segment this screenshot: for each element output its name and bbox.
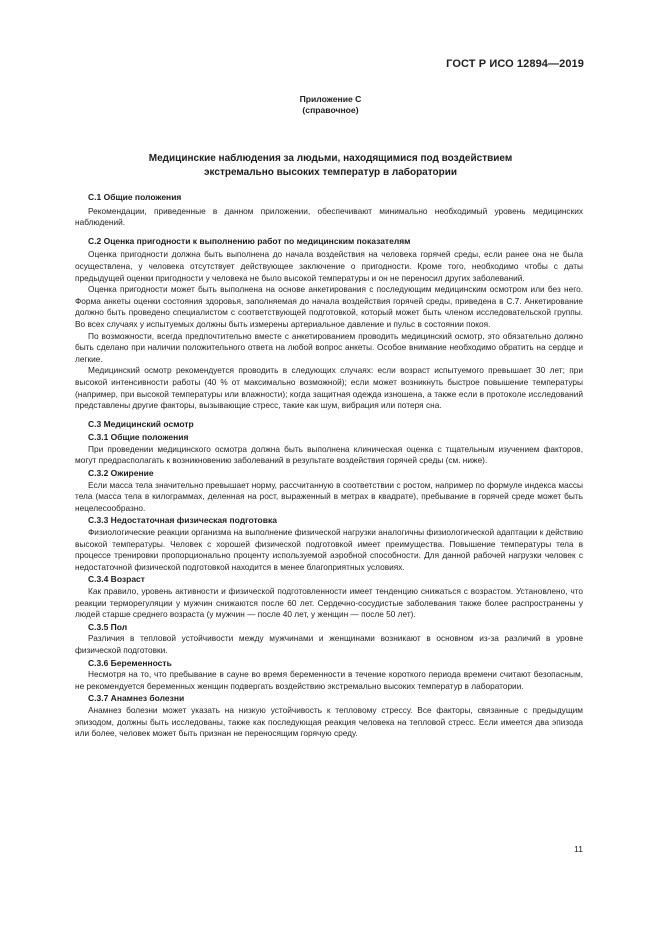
subsection-heading-c3-4: С.3.4 Возраст (88, 574, 145, 585)
paragraph: Несмотря на то, что пребывание в сауне во время беременности в течение короткого периода времени считают безопасным, не рекомендуется беременных женщин подвергать воздействию экстремально высоких температур в лаборатории. (75, 669, 583, 691)
page-number: 11 (574, 844, 583, 854)
document-body (75, 192, 583, 740)
paragraph: Медицинский осмотр рекомендуется проводить в следующих случаях: если возраст испытуемого превышает 30 лет; при высокой интенсивности работы (40 % от максимально возможной); если может возникнуть быстрое повышение температуры (например, при высокой температуры или влажности); когда защитная одежда изношена, а также если в протоколе исследований представлены другие факторы, вызывающие стресс, такие как шум, вибрация или потеря сна. (75, 365, 583, 411)
section-heading-c2: С.2 Оценка пригодности к выполнению работ по медицинским показателям (88, 235, 411, 246)
subsection-heading-c3-1: С.3.1 Общие положения (88, 432, 189, 443)
annex-main-title-line-2: экстремально высоких температур в лаборатории (203, 167, 458, 178)
subsection-heading-c3-5: С.3.5 Пол (88, 621, 128, 632)
paragraph: Анамнез болезни может указать на низкую устойчивость к тепловому стрессу. Все факторы, связанные с предыдущим эпизодом, должны быть исследованы, также как последующая реакция человека на тепловой стресс. Если имеется два эпизода или более, человек может быть признан не переносящим горячую среду. (75, 704, 583, 739)
subsection-heading-c3-7: С.3.7 Анамнез болезни (88, 693, 185, 704)
paragraph: Оценка пригодности должна быть выполнена до начала воздействия на человека горячей среды, если ранее она не была осуществлена, у человека отсутствует действующее заключение о пригодности. Кроме того, необходимо чтобы с даты предыдущей оценки пригодности у человека не было высокой температуры и он не переносил других заболеваний. (75, 249, 583, 283)
document-code: ГОСТ Р ИСО 12894—2019 (446, 58, 584, 70)
subsection-heading-c3-2: С.3.2 Ожирение (88, 468, 154, 479)
paragraph: Рекомендации, приведенные в данном приложении, обеспечивают минимально необходимый уровень медицинских наблюдений. (75, 205, 583, 228)
paragraph: Оценка пригодности может быть выполнена на основе анкетирования с последующим медицинским осмотром или без него. Форма анкеты оценки состояния здоровья, заполняемая до начала воздействия горячей среды, приведена в С.7. Анкетирование должно быть проведено специалистом с соответствующей подготовкой, который может быть членом исследовательской группы. Во всех случаях у испытуемых должны быть измерены артериальное давление и пульс в состоянии покоя. (75, 284, 583, 329)
annex-note: (справочное) (302, 105, 359, 115)
section-heading-c3: С.3 Медицинский осмотр (88, 418, 194, 429)
subsection-heading-c3-3: С.3.3 Недостаточная физическая подготовка (88, 515, 277, 526)
paragraph: Физиологические реакции организма на выполнение физической нагрузки аналогичны физиологической адаптации к действию высокой температуры. Человек с хорошей физической подготовкой имеет преимущества. Повышение температуры тела в процессе тренировки пропорционально проценту используемой аэробной способности. Для данной рабочей нагрузки человек с недостаточной физической подготовкой находится в менее благоприятных условиях. (75, 527, 583, 572)
paragraph: Как правило, уровень активности и физической подготовленности имеет тенденцию снижаться с возрастом. Установлено, что реакции терморегуляции у мужчин снижаются после 60 лет. Сердечно-сосудистые заболевания также более распространены у людей старше среднего возраста (у мужчин — после 40 лет, у женщин — после 50 лет). (75, 586, 583, 620)
paragraph: При проведении медицинского осмотра должна быть выполнена клиническая оценка с тщательным изучением факторов, могут предрасполагать к возникновению заболеваний в результате воздействия горячей среды (см. ниже). (75, 443, 583, 466)
paragraph: Различия в тепловой устойчивости между мужчинами и женщинами возникают в основном из-за различий в уровне физической подготовки. (75, 633, 583, 655)
annex-main-title-line-1: Медицинские наблюдения за людьми, находящимися под воздействием (148, 153, 513, 164)
annex-title: Приложение С (299, 94, 362, 104)
subsection-heading-c3-6: С.3.6 Беременность (88, 657, 172, 668)
annex-main-title (0, 152, 661, 180)
paragraph: Если масса тела значительно превышает норму, рассчитанную в соответствии с ростом, например по формуле индекса массы тела (масса тела в килограммах, деленная на рост, выраженный в метрах в квадрате), пребывание в горячей среде может быть нецелесообразно. (75, 479, 583, 513)
paragraph: По возможности, всегда предпочтительно вместе с анкетированием проводить медицинский осмотр, это обязательно должно быть сделано при наличии положительного ответа на любой вопрос анкеты. Особое внимание необходимо обратить на сердце и легкие. (75, 330, 583, 364)
section-heading-c1: С.1 Общие положения (88, 192, 182, 202)
annex-heading (0, 94, 661, 116)
